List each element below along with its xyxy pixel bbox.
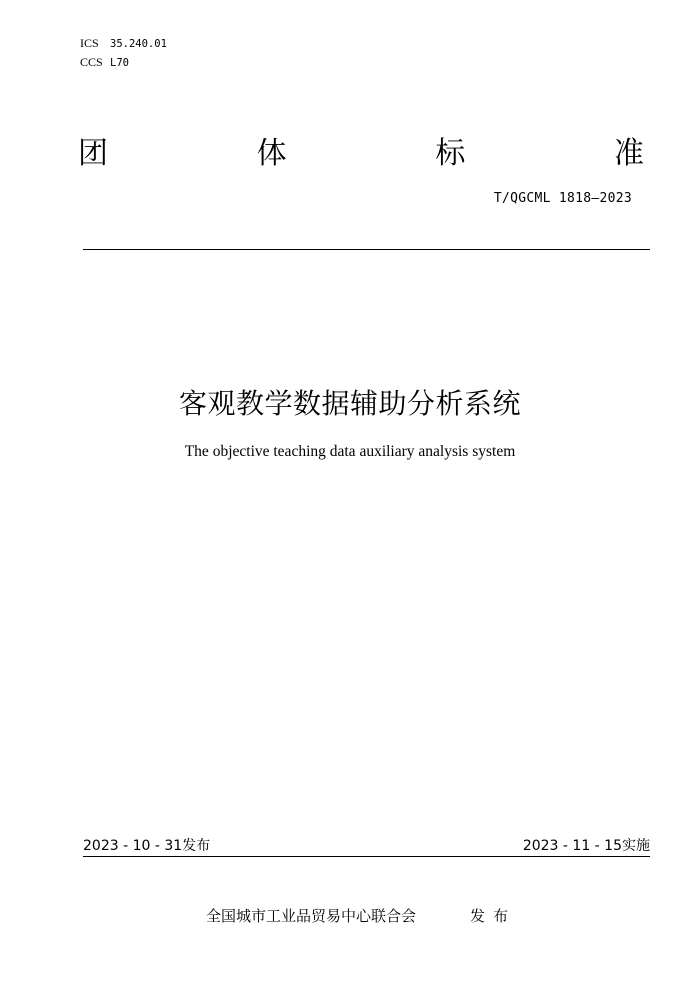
implement-date-label: 实施 — [622, 838, 650, 854]
publisher-name: 全国城市工业品贸易中心联合会 — [206, 907, 417, 925]
ccs-row — [80, 53, 167, 72]
type-title-char: 团 — [78, 136, 108, 171]
ccs-label: CCS — [80, 55, 103, 69]
classification-codes — [80, 34, 167, 72]
type-title-char: 标 — [435, 136, 466, 171]
document-title-cn: 客观教学数据辅助分析系统 — [178, 387, 521, 420]
issue-date-value: 2023 - 10 - 31 — [83, 838, 183, 854]
ccs-value: L70 — [110, 57, 129, 69]
type-title-char: 准 — [613, 136, 644, 171]
top-divider — [83, 249, 650, 250]
ics-row — [80, 34, 167, 53]
document-title-en: The objective teaching data auxiliary analysis system — [184, 443, 516, 460]
publisher-action: 发布 — [470, 907, 517, 925]
ics-label: ICS — [80, 36, 99, 50]
ics-value: 35.240.01 — [110, 38, 167, 50]
implement-date — [523, 835, 650, 855]
standard-type-title — [78, 134, 644, 174]
standard-number: T/QGCML 1818—2023 — [493, 191, 632, 206]
bottom-divider — [83, 856, 650, 857]
issue-date-label: 发布 — [182, 838, 211, 854]
issue-date — [83, 835, 210, 855]
type-title-char: 体 — [256, 136, 287, 171]
implement-date-value: 2023 - 11 - 15 — [522, 838, 622, 854]
